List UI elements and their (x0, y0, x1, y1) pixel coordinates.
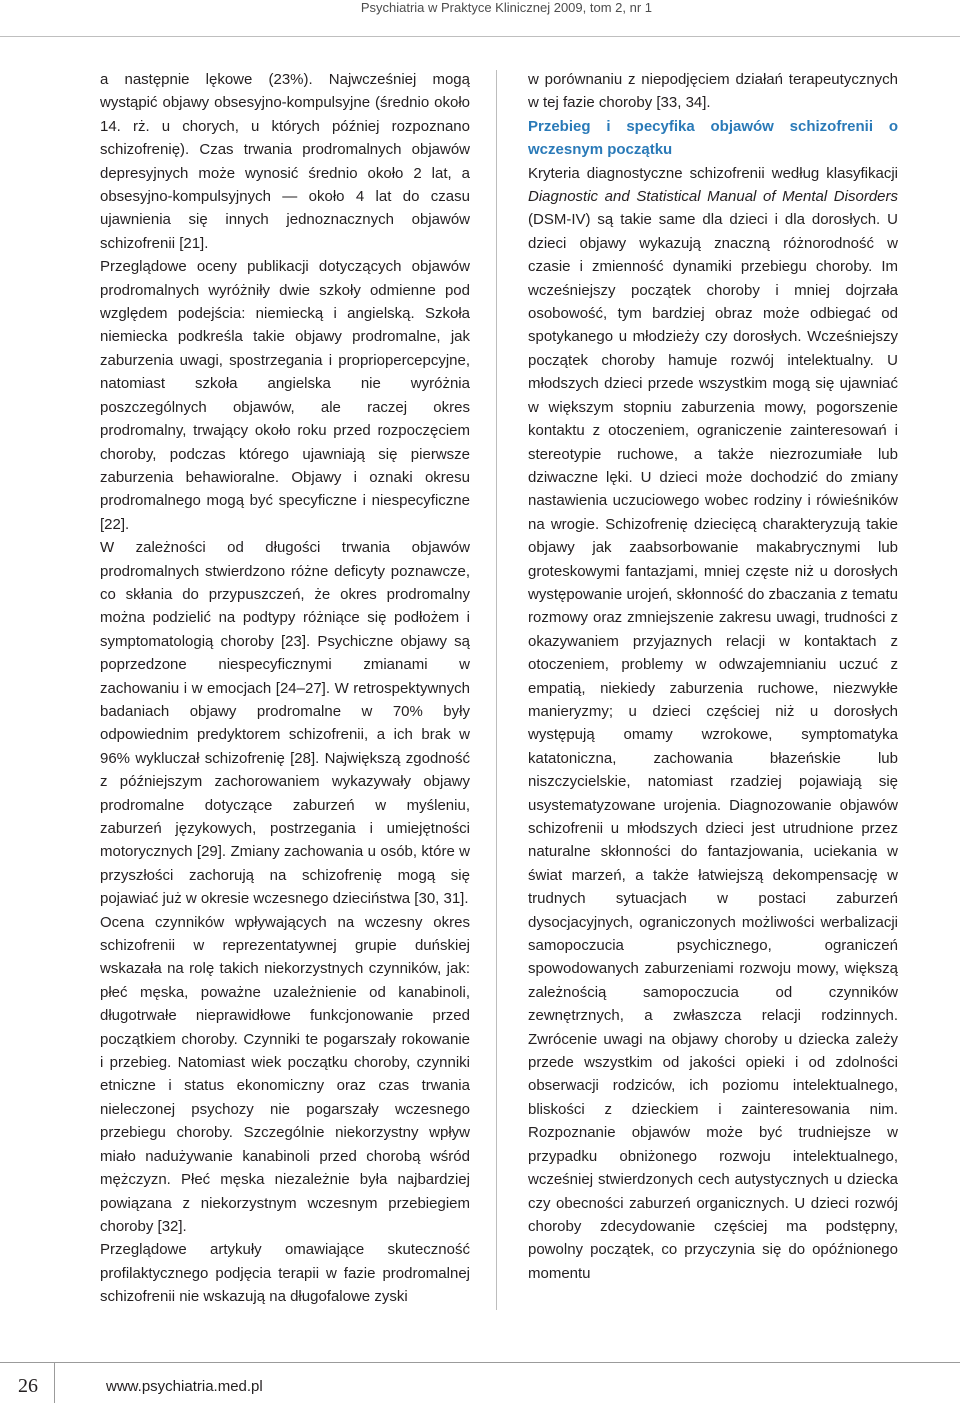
footer-rule (0, 1362, 960, 1363)
running-header (0, 0, 960, 37)
paragraph (528, 162, 898, 1286)
paragraph: Ocena czynników wpływających na wczesny okres schizofrenii w reprezentatywnej grupie duńskiej wskazała na rolę takich niekorzystnych czynników, jak: płeć męska, poważne uzależnienie od kanabinoli, długotrwałe nieprawidłowe funkcjonowanie przed początkiem choroby. Czynniki te pogarszały rokowanie i przebieg. Natomiast wiek początku choroby, czynniki etniczne i status ekonomiczny oraz czas trwania nieleczonej psychozy nie pogarszały wczesnego przebiegu choroby. Szczególnie niekorzystny wpływ miało nadużywanie kanabinoli przed chorobą wśród mężczyzn. Płeć męska niezależnie była najbardziej powiązana z niekorzystnym wczesnym przebiegiem choroby [32]. (100, 913, 470, 1235)
paragraph: W zależności od długości trwania objawów prodromalnych stwierdzono różne deficyty poznawcze, co skłania do przypuszczeń, że okres prodromalny można podzielić na podtypy różniące się podłożem i symptomatologią choroby [23]. Psychiczne objawy są poprzedzone niespecyficznymi zmianami w zachowaniu i w emocjach [24–27]. W retrospektywnych badaniach objawy prodromalne w 70% były odpowiednim predyktorem schizofrenii, a ich brak w 96% wykluczał schizofrenię [28]. Największą zgodność z późniejszym zachorowaniem wykazywały objawy prodromalne dotyczące zaburzeń w myśleniu, zaburzeń językowych, postrzegania i umiejętności motorycznych [29]. Zmiany zachowania u osób, które w przyszłości zachorują na schizofrenię mogą się pojawiać już w okresie wczesnego dzieciństwa [30, 31]. (100, 539, 470, 908)
left-column (100, 68, 470, 1309)
journal-running-title: Psychiatria w Praktyce Klinicznej 2009, tom 2, nr 1 (360, 0, 652, 15)
paragraph: a następnie lękowe (23%). Najwcześniej mogą wystąpić objawy obsesyjno-kompulsyjne (średnio około 14. rż. u chorych, u których później rozpoznano schizofrenię). Czas trwania prodromalnych objawów depresyjnych może wynosić średnio około 2 lat, a obsesyjno-kompulsyjnych — około 4 lat do czasu ujawnienia się innych jednoznacznych objawów schizofrenii [21]. (100, 71, 470, 252)
column-divider (496, 70, 497, 1310)
body-text: Kryteria diagnostyczne schizofrenii według klasyfikacji (528, 164, 898, 182)
paragraph: w porównaniu z niepodjęciem działań terapeutycznych w tej fazie choroby [33, 34]. (528, 71, 898, 112)
body-text: (DSM-IV) są takie same dla dzieci i dla dorosłych. U dzieci objawy wykazują znaczną różnorodność w czasie i zmienność dynamiki przebiegu choroby. Im wcześniejszy początek choroby i mniej dojrzała osobowość, tym bardziej obraz może odbiegać od spotykanego u młodzieży czy dorosłych. Wcześniejszy początek choroby hamuje rozwój intelektualny. U młodszych dzieci przede wszystkim mogą się ujawniać w większym stopniu zaburzenia mowy, pogorszenie kontaktu z otoczeniem, ograniczenie zainteresowań i stereotypie ruchowe, a także niezrozumiałe lub dziwaczne lęki. U dzieci może dochodzić do zmiany nastawienia uczuciowego wobec rodziny i rówieśników na wrogie. Schizofrenię dziecięcą charakteryzują takie objawy jak zaabsorbowanie makabrycznymi lub groteskowymi fantazjami, mniej częste niż u dorosłych występowanie urojeń, skłonność do zbaczania z tematu rozmowy oraz zmniejszenie zakresu uwagi, trudności z okazywaniem przyjaznych relacji w kontaktach z otoczeniem, problemy w odwzajemnianiu uczuć z empatią, niekiedy zaburzenia ruchowe, niezwykłe manieryzmy; u dzieci częściej niż u dorosłych występują omamy wzrokowe, symptomatyka katatoniczna, zachowania błazeńskie lub niszczycielskie, natomiast rzadziej pojawiają się usystematyzowane urojenia. Diagnozowanie objawów schizofrenii u młodszych dzieci jest utrudnione przez naturalne skłonności do fantazjowania, uciekania w świat marzeń, a także łatwiejszą dekompensację w trudnych sytuacjach w postaci zaburzeń dysocjacyjnych, ograniczonych możliwości werbalizacji samopoczucia psychicznego, ograniczeń spowodowanych zaburzeniami rozwoju mowy, większą zależnością samopoczucia od czynników zewnętrznych, a zwłaszcza relacji rodzinnych. Zwrócenie uwagi na objawy choroby u dziecka zależy przede wszystkim od jakości opieki i od zdolności obserwacji rodziców, ich poziomu intelektualnego, bliskości z dzieckiem i zainteresowania nim. Rozpoznanie objawów może być trudniejsze w przypadku obniżonego rozwoju intelektualnego, wcześniej stwierdzonych cech autystycznych u dziecka czy obecności zaburzeń organicznych. U dzieci rozwój choroby zdecydowanie częściej ma podstępny, powolny początek, co przyczynia się do opóźnionego momentu (528, 211, 898, 1282)
paragraph: Przeglądowe artykuły omawiające skuteczność profilaktycznego podjęcia terapii w fazie prodromalnej schizofrenii nie wskazują na długofalowe zyski (100, 1241, 470, 1306)
footer-url[interactable]: www.psychiatria.med.pl (106, 1378, 263, 1395)
right-column (528, 68, 898, 1285)
paragraph: Przeglądowe oceny publikacji dotyczących objawów prodromalnych wyróżniły dwie szkoły odmienne pod względem podejścia: niemiecką i angielską. Szkoła niemiecka podkreśla takie objawy prodromalne, jak zaburzenia uwagi, spostrzegania i propriopercepcyjne, natomiast szkoła angielska nie wyróżnia poszczególnych objawów, ale raczej okres prodromalny, trwający około roku przed rozpoczęciem choroby, podczas którego ujawniają się pierwsze zaburzenia behawioralne. Objawy i oznaki okresu prodromalnego mogą być specyficzne i niespecyficzne [22]. (100, 258, 470, 533)
section-heading: Przebieg i specyfika objawów schizofrenii o wczesnym początku (528, 117, 898, 159)
italic-title: Diagnostic and Statistical Manual of Mental Disorders (528, 188, 898, 206)
page-number: 26 (18, 1375, 38, 1397)
